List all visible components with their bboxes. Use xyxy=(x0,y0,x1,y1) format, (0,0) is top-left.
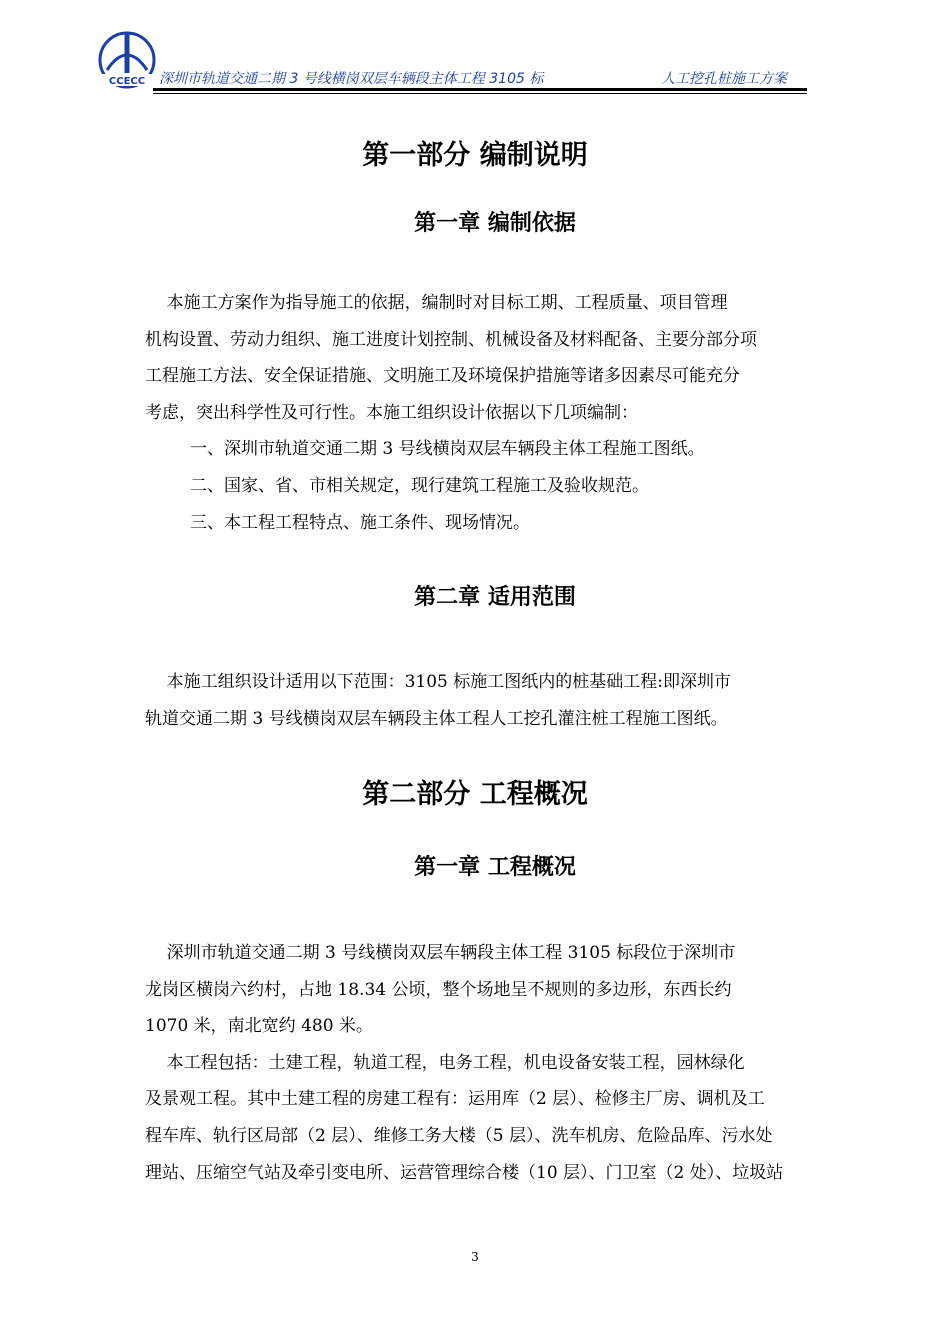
page-header xyxy=(85,30,807,92)
body-line: 程车库、轨行区局部（2 层）、维修工务大楼（5 层）、洗车机房、危险品库、污水处 xyxy=(145,1125,773,1146)
part1-title: 第一部分 编制说明 xyxy=(362,140,588,171)
body-line: 本施工方案作为指导施工的依据，编制时对目标工期、工程质量、项目管理 xyxy=(145,293,728,313)
body-line: 轨道交通二期 3 号线横岗双层车辆段主体工程人工挖孔灌注桩工程施工图纸。 xyxy=(145,708,728,729)
body-line: 及景观工程。其中土建工程的房建工程有：运用库（2 层）、检修主厂房、调机及工 xyxy=(145,1089,765,1110)
part2-chapter1-body xyxy=(145,935,810,1191)
body-line: 深圳市轨道交通二期 3 号线横岗双层车辆段主体工程 3105 标段位于深圳市 xyxy=(145,943,736,963)
body-line: 理站、压缩空气站及牵引变电所、运营管理综合楼（10 层）、门卫室（2 处）、垃圾站 xyxy=(145,1162,784,1183)
body-line: 本工程包括：土建工程，轨道工程，电务工程，机电设备安装工程，园林绿化 xyxy=(145,1052,745,1073)
basis-list-item: 三、本工程工程特点、施工条件、现场情况。 xyxy=(190,512,530,533)
part2-chapter1-title: 第一章 工程概况 xyxy=(414,855,576,880)
part1-chapter1-title: 第一章 编制依据 xyxy=(414,211,576,236)
ccecc-logo xyxy=(97,30,157,90)
basis-list-item: 二、国家、省、市相关规定，现行建筑工程施工及验收规范。 xyxy=(190,475,649,496)
logo-text: CCECC xyxy=(108,76,146,87)
body-line: 工程施工方法、安全保证措施、文明施工及环境保护措施等诸多因素尽可能充分 xyxy=(145,366,740,387)
body-line: 本施工组织设计适用以下范围：3105 标施工图纸内的桩基础工程:即深圳市 xyxy=(145,672,732,692)
body-line: 考虑，突出科学性及可行性。本施工组织设计依据以下几项编制： xyxy=(145,402,638,423)
part1-chapter1-body xyxy=(145,285,810,541)
header-rule-thin xyxy=(153,93,807,94)
part1-chapter2-title: 第二章 适用范围 xyxy=(414,585,576,610)
body-line: 机构设置、劳动力组织、施工进度计划控制、机械设备及材料配备、主要分部分项 xyxy=(145,329,757,350)
header-rule xyxy=(153,88,807,91)
body-line: 龙岗区横岗六约村，占地 18.34 公顷，整个场地呈不规则的多边形，东西长约 xyxy=(145,979,732,1000)
basis-list-item: 一、深圳市轨道交通二期 3 号线横岗双层车辆段主体工程施工图纸。 xyxy=(190,439,705,460)
page-number: 3 xyxy=(471,1250,479,1264)
header-project-title: 深圳市轨道交通二期 3 号线横岗双层车辆段主体工程 3105 标 xyxy=(159,71,544,87)
part1-chapter2-body xyxy=(145,664,810,737)
part2-title: 第二部分 工程概况 xyxy=(362,779,588,810)
header-document-type: 人工挖孔桩施工方案 xyxy=(661,71,787,87)
body-line: 1070 米，南北宽约 480 米。 xyxy=(145,1016,373,1037)
